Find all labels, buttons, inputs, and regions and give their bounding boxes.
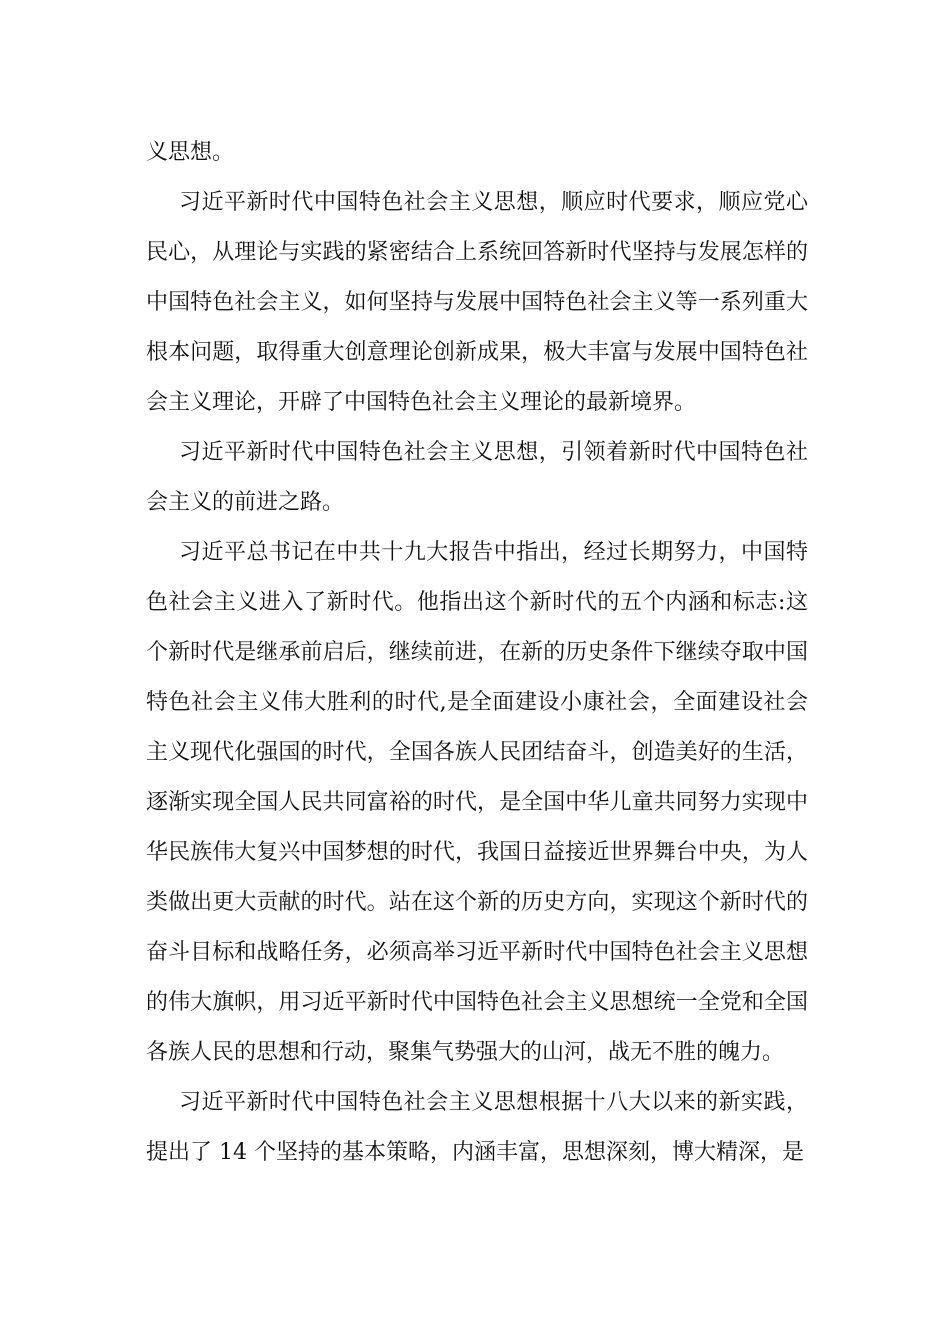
paragraph: 习近平新时代中国特色社会主义思想根据十八大以来的新实践，提出了 14 个坚持的基本策略，内涵丰富，思想深刻，博大精深，是	[146, 1090, 808, 1165]
document-page	[146, 128, 808, 1178]
paragraph-continuation: 义思想。	[146, 140, 235, 165]
paragraph: 习近平新时代中国特色社会主义思想，顺应时代要求，顺应党心民心，从理论与实践的紧密结合上系统回答新时代坚持与发展怎样的中国特色社会主义，如何坚持与发展中国特色社会主义等一系列重大根本问题，取得重大创意理论创新成果，极大丰富与发展中国特色社会主义理论，开辟了中国特色社会主义理论的最新境界。	[146, 190, 808, 415]
paragraph: 习近平总书记在中共十九大报告中指出，经过长期努力，中国特色社会主义进入了新时代。他指出这个新时代的五个内涵和标志:这个新时代是继承前启后，继续前进，在新的历史条件下继续夺取中国特色社会主义伟大胜利的时代,是全面建设小康社会，全面建设社会主义现代化强国的时代，全国各族人民团结奋斗，创造美好的生活，逐渐实现全国人民共同富裕的时代，是全国中华儿童共同努力实现中华民族伟大复兴中国梦想的时代，我国日益接近世界舞台中央，为人类做出更大贡献的时代。站在这个新的历史方向，实现这个新时代的奋斗目标和战略任务，必须高举习近平新时代中国特色社会主义思想的伟大旗帜，用习近平新时代中国特色社会主义思想统一全党和全国各族人民的思想和行动，聚集气势强大的山河，战无不胜的魄力。	[146, 540, 808, 1065]
paragraph: 习近平新时代中国特色社会主义思想，引领着新时代中国特色社会主义的前进之路。	[146, 440, 808, 515]
